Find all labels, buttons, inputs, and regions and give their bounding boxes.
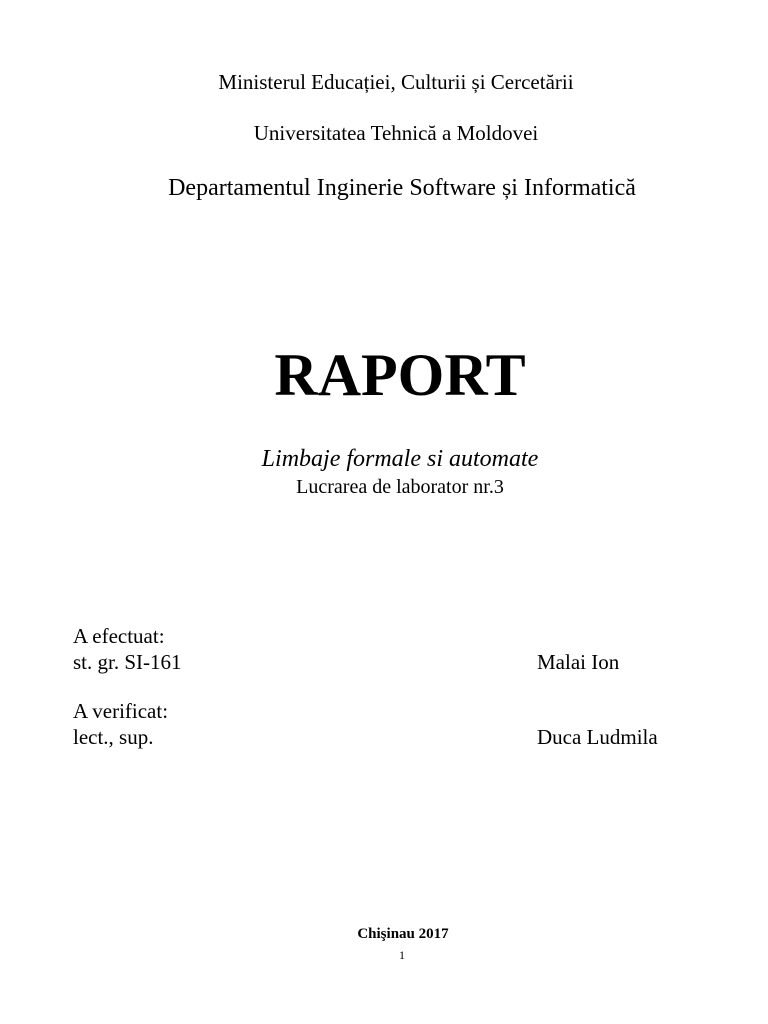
university-heading: Universitatea Tehnică a Moldovei — [253, 121, 539, 145]
verified-role: lect., sup. — [73, 725, 154, 749]
performed-name: Malai Ion — [537, 650, 620, 674]
report-title: RAPORT — [274, 342, 526, 408]
city-year: Chişinau 2017 — [357, 926, 449, 942]
performed-label: A efectuat: — [73, 624, 165, 648]
verified-label: A verificat: — [73, 699, 169, 723]
verified-name: Duca Ludmila — [537, 725, 658, 749]
ministry-heading: Ministerul Educației, Culturii și Cercetării — [218, 70, 574, 94]
performed-role: st. gr. SI-161 — [73, 650, 182, 674]
department-heading: Departamentul Inginerie Software și Informatică — [168, 175, 636, 201]
subject-title: Limbaje formale si automate — [261, 446, 539, 472]
lab-work-label: Lucrarea de laborator nr.3 — [296, 476, 504, 498]
page-number: 1 — [399, 948, 405, 962]
